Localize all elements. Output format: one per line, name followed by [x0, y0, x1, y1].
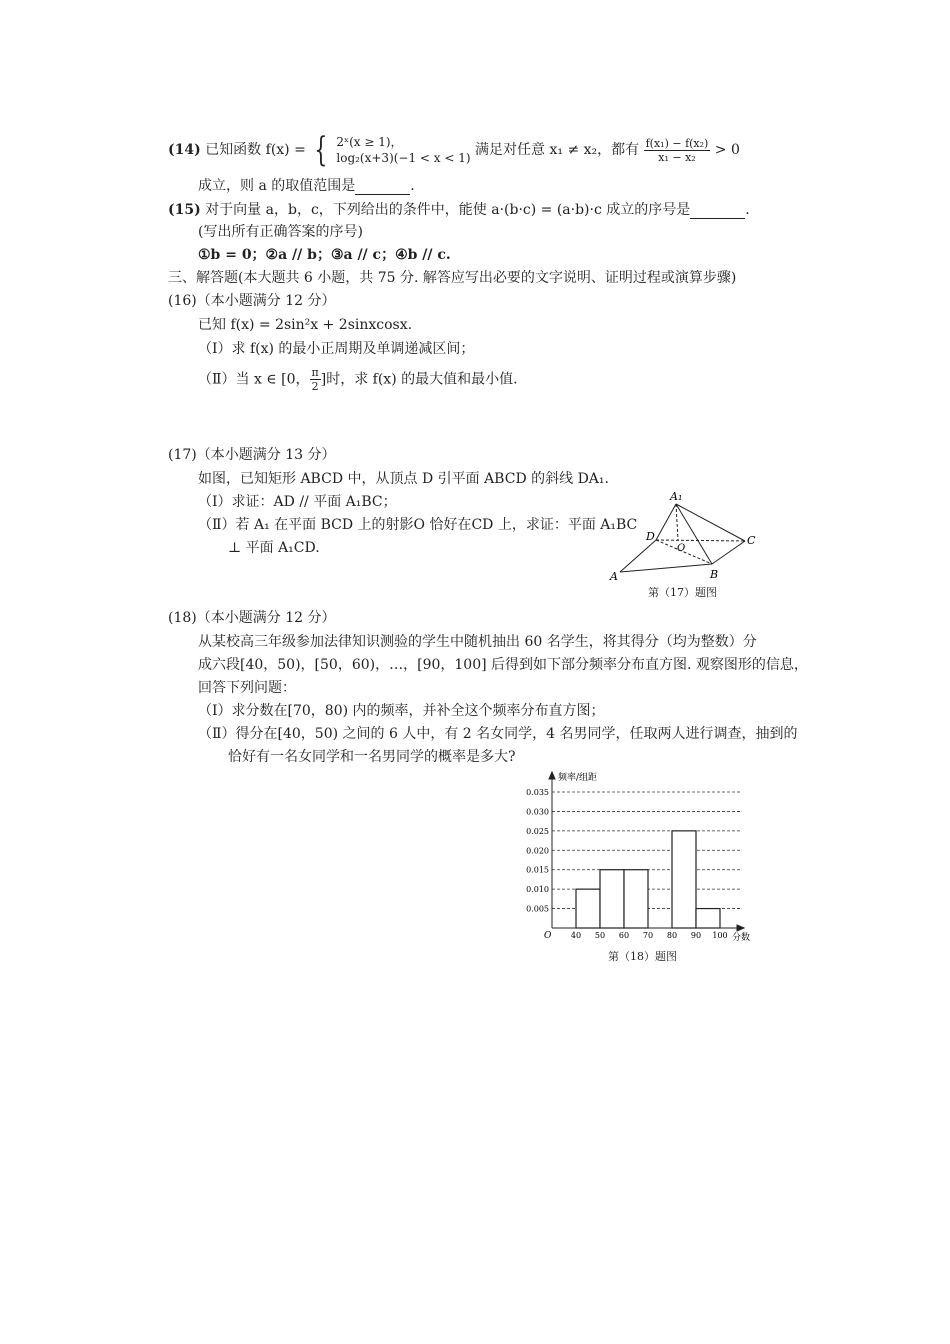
origin-label: O — [544, 931, 552, 941]
q18-fig-caption: 第（18）题图 — [608, 950, 677, 963]
histogram-bar — [624, 870, 648, 928]
q15-line1a: 对于向量 a，b，c，下列给出的条件中，能使 a·(b·c) = (a·b)·c 成立的序号是 — [205, 202, 691, 218]
q14-answer-blank[interactable] — [355, 176, 410, 195]
q17-part2a: （Ⅱ）若 A₁ 在平面 BCD 上的射影O 恰好在CD 上，求证：平面 A₁BC — [198, 517, 638, 533]
q15-line1 — [168, 200, 750, 219]
q17-fig-caption: 第（17）题图 — [648, 586, 717, 599]
label-D: D — [646, 530, 655, 543]
histogram-bar — [696, 909, 720, 928]
q14-suffix: > 0 — [714, 142, 740, 158]
q14-line2a: 成立，则 a 的取值范围是 — [198, 178, 356, 194]
x-axis-arrow — [737, 925, 744, 931]
y-tick-label: 0.015 — [526, 865, 549, 875]
y-tick-label: 0.010 — [526, 885, 549, 895]
q16-header: (16)（本小题满分 12 分） — [168, 293, 336, 309]
edge-A1-C — [676, 504, 745, 541]
edge-B-C — [712, 541, 745, 564]
q15-line3: ①b = 0；②a // b；③a // c；④b // c. — [198, 247, 451, 263]
q17-part1: （Ⅰ）求证：AD // 平面 A₁BC； — [198, 494, 397, 510]
label-A1: A₁ — [670, 490, 683, 503]
edge-A1-D — [656, 504, 676, 540]
q15-number: (15) — [168, 202, 201, 218]
q18-line3: 回答下列问题： — [198, 680, 296, 696]
q17-part2b: ⊥ 平面 A₁CD. — [228, 540, 320, 556]
x-tick-label: 40 — [570, 931, 582, 940]
section3-heading: 三、解答题(本大题共 6 小题，共 75 分. 解答应写出必要的文字说明、证明过程或演算步骤) — [168, 270, 737, 286]
y-tick-label: 0.025 — [526, 826, 549, 836]
q18-header: (18)（本小题满分 12 分） — [168, 610, 336, 626]
q18-part2b: 恰好有一名女同学和一名男同学的概率是多大? — [228, 749, 516, 765]
y-tick-label: 0.030 — [526, 807, 549, 817]
q14-line2b: . — [410, 178, 415, 194]
q17-header: (17)（本小题满分 13 分） — [168, 447, 336, 463]
q16-given: 已知 f(x) = 2sin²x + 2sinxcosx. — [198, 317, 413, 333]
q16-part2 — [198, 366, 518, 393]
q14-piece2: log₂(x+3)(−1 < x < 1) — [336, 151, 471, 165]
edge-A1-O — [676, 504, 678, 540]
x-tick-label: 100 — [712, 931, 728, 940]
q18-line1: 从某校高三年级参加法律知识测验的学生中随机抽出 60 名学生，将其得分（均为整数）分 — [198, 634, 757, 650]
q18-histogram — [518, 768, 760, 946]
q14-piece1: 2ˣ(x ≥ 1)， — [336, 135, 403, 149]
q17-figure — [608, 488, 758, 583]
x-tick-label: 80 — [666, 931, 678, 940]
y-axis-label: 频率/组距 — [558, 773, 598, 783]
q14-prefix: 已知函数 f(x) = — [205, 142, 311, 158]
q16-pi-num: π — [311, 366, 319, 379]
label-C: C — [747, 534, 756, 547]
q16-interval-close: ] — [320, 371, 327, 388]
q16-pi-fraction — [310, 366, 321, 393]
histogram-bar — [600, 870, 624, 928]
edge-D-C — [656, 540, 745, 541]
label-A: A — [610, 570, 618, 583]
y-tick-label: 0.020 — [526, 846, 549, 856]
x-tick-label: 60 — [618, 931, 630, 940]
q14-frac-num: f(x₁) − f(x₂) — [645, 136, 709, 150]
label-B: B — [710, 568, 719, 581]
q14-number: (14) — [168, 142, 201, 158]
y-tick-label: 0.035 — [526, 788, 549, 797]
x-tick-label: 90 — [690, 931, 702, 940]
y-axis-arrow — [549, 772, 555, 779]
q16-part2a: （Ⅱ）当 x ∈ — [198, 371, 282, 388]
q18-part2a: （Ⅱ）得分在[40，50) 之间的 6 人中，有 2 名女同学，4 名男同学，任取两人进行调查，抽到的 — [198, 726, 798, 742]
y-tick-label: 0.005 — [526, 904, 549, 914]
q16-part1: （Ⅰ）求 f(x) 的最小正周期及单调递减区间； — [198, 341, 475, 357]
histogram-bar — [672, 831, 696, 928]
q16-pi-den: 2 — [311, 380, 319, 393]
q15-line1b: . — [745, 202, 750, 218]
q18-part1: （Ⅰ）求分数在[70，80) 内的频率，并补全这个频率分布直方图； — [198, 703, 605, 719]
edge-A-B — [620, 564, 712, 572]
label-O: O — [677, 543, 686, 554]
q14-mid: 满足对任意 x₁ ≠ x₂，都有 — [475, 142, 640, 158]
q15-line2: (写出所有正确答案的序号) — [198, 224, 363, 240]
q16-interval-open: [0， — [281, 371, 310, 388]
edge-A1-B — [676, 504, 712, 564]
q17-line1: 如图，已知矩形 ABCD 中，从顶点 D 引平面 ABCD 的斜线 DA₁. — [198, 471, 609, 487]
q15-answer-blank[interactable] — [690, 200, 745, 219]
q14-frac-den: x₁ − x₂ — [658, 150, 696, 164]
q18-line2: 成六段[40，50)，[50，60)，…，[90，100] 后得到如下部分频率分布直方图. 观察图形的信息， — [198, 657, 808, 673]
q14-line1 — [168, 130, 740, 170]
q14-fraction — [644, 137, 711, 164]
histogram-bar — [576, 889, 600, 928]
q14-piecewise — [336, 134, 470, 166]
x-tick-label: 50 — [594, 931, 606, 940]
x-tick-label: 70 — [642, 931, 654, 940]
edge-A-D — [620, 540, 656, 572]
x-axis-label: 分数 — [732, 933, 751, 943]
q14-line2 — [198, 176, 415, 195]
brace: { — [314, 130, 328, 170]
q16-part2b: 时，求 f(x) 的最大值和最小值. — [326, 371, 518, 388]
